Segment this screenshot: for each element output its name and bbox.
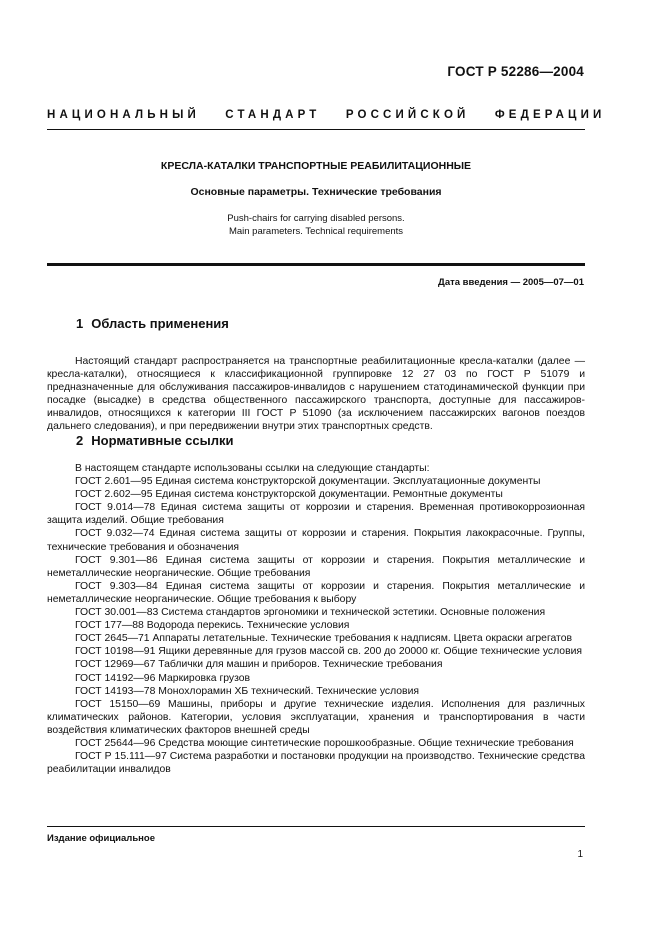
reference-item: ГОСТ 12969—67 Таблички для машин и приборов. Технические требования (75, 659, 443, 671)
banner-word: РОССИЙСКОЙ (345, 109, 470, 121)
banner-word: СТАНДАРТ (225, 109, 321, 121)
section-1-heading (76, 316, 229, 331)
section-title: Нормативные ссылки (91, 433, 234, 448)
section-number: 2 (76, 433, 84, 448)
reference-item: ГОСТ 10198—91 Ящики деревянные для грузов массой св. 200 до 20000 кг. Общие технические условия (75, 646, 583, 658)
reference-item: ГОСТ 2645—71 Аппараты летательные. Технические требования к надписям. Цвета окраски агрегатов (75, 633, 573, 645)
reference-item: ГОСТ 9.303—84 Единая система защиты от коррозии и старения. Покрытия металлические и неметаллические неорганические. Общие требования к выбору (47, 580, 585, 605)
reference-item: ГОСТ 9.301—86 Единая система защиты от коррозии и старения. Покрытия металлические и неметаллические неорганические. Общие требования (47, 554, 585, 579)
reference-item: ГОСТ 177—88 Водорода перекись. Технические условия (75, 620, 350, 632)
introduction-date: Дата введения — 2005—07—01 (438, 277, 584, 288)
reference-item: ГОСТ 30.001—83 Система стандартов эргономики и технической эстетики. Основные положения (75, 607, 546, 619)
references-intro: В настоящем стандарте использованы ссылки на следующие стандарты: (75, 463, 430, 474)
banner-word: ФЕДЕРАЦИИ (494, 109, 606, 121)
document-code: ГОСТ Р 52286—2004 (447, 64, 584, 79)
reference-item: ГОСТ 15150—69 Машины, приборы и другие технические изделия. Исполнения для различных климатических районов. Категории, условия эксплуатации, хранения и транспортирования в части воздействия климатических факторов внешней среды (47, 698, 585, 736)
document-subtitle: Основные параметры. Технические требования (190, 186, 442, 198)
national-standard-banner (47, 109, 606, 121)
reference-item: ГОСТ 9.032—74 Единая система защиты от коррозии и старения. Покрытия лакокрасочные. Группы, технические требования и обозначения (47, 528, 585, 553)
banner-word: НАЦИОНАЛЬНЫЙ (47, 109, 200, 121)
footer-divider (47, 826, 585, 827)
document-title: КРЕСЛА-КАТАЛКИ ТРАНСПОРТНЫЕ РЕАБИЛИТАЦИОННЫЕ (160, 160, 472, 172)
section-number: 1 (76, 316, 84, 331)
reference-item: ГОСТ 2.601—95 Единая система конструкторской документации. Эксплуатационные документы (75, 476, 541, 488)
section-2-heading (76, 433, 233, 448)
reference-item: ГОСТ 9.014—78 Единая система защиты от коррозии и старения. Временная противокоррозионная защита изделий. Общие требования (47, 502, 585, 527)
official-edition-label: Издание официальное (47, 833, 155, 844)
normative-references (47, 462, 585, 776)
reference-item: ГОСТ 2.602—95 Единая система конструкторской документации. Ремонтные документы (75, 489, 503, 501)
page-number: 1 (577, 849, 583, 860)
section-title: Область применения (91, 316, 229, 331)
english-title-line: Push-chairs for carrying disabled persons. (227, 213, 405, 224)
reference-item: ГОСТ 14192—96 Маркировка грузов (75, 672, 251, 684)
title-divider (47, 263, 585, 266)
english-title-line: Main parameters. Technical requirements (228, 226, 404, 237)
reference-item: ГОСТ 25644—96 Средства моющие синтетические порошкообразные. Общие технические требования (75, 737, 574, 749)
section-1-text: Настоящий стандарт распространяется на транспортные реабилитационные кресла-каталки (далее — кресла-каталки), относящиеся к классификационной группировке 12 27 03 по ГОСТ Р 51079 и предназначенные для обслуживания пассажиров-инвалидов с нарушением статодинамической функции при посадке (высадке) в средства общественного пассажирского транспорта, доступные для пассажиров-инвалидов, относящихся к категории III ГОСТ Р 51090 (за исключением пассажирских вагонов поездов дальнего следования), и при передвижении внутри этих транспортных средств. (47, 356, 585, 433)
reference-item: ГОСТ 14193—78 Монохлорамин ХБ технический. Технические условия (75, 685, 420, 697)
reference-item: ГОСТ Р 15.111—97 Система разработки и постановки продукции на производство. Технические средства реабилитации инвалидов (47, 751, 585, 776)
english-title (47, 212, 585, 238)
header-divider (47, 129, 585, 130)
